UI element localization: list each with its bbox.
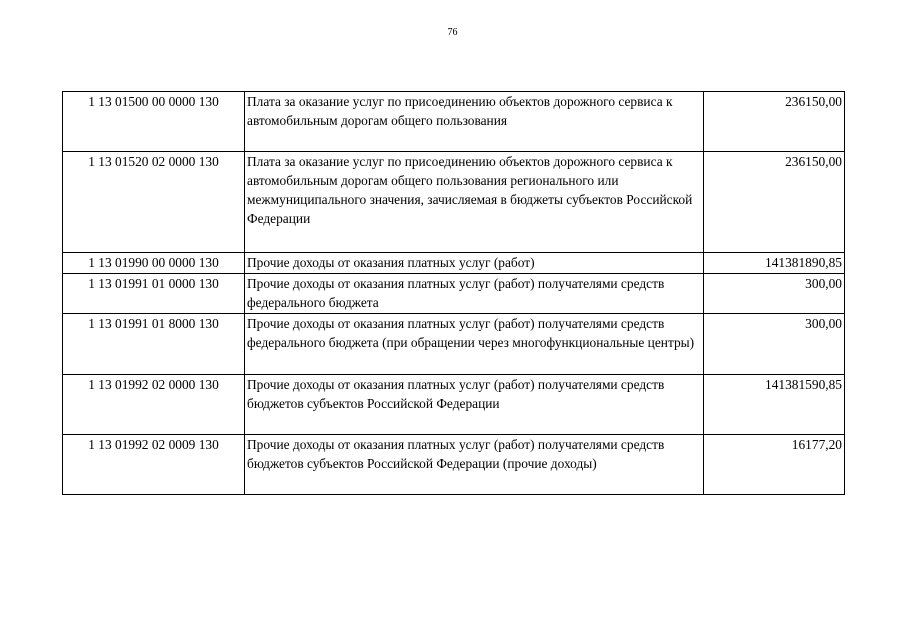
revenue-amount-cell: 300,00	[704, 314, 845, 375]
revenue-name-cell: Прочие доходы от оказания платных услуг (работ)	[245, 253, 704, 274]
budget-revenue-table	[62, 91, 845, 495]
revenue-name-cell: Плата за оказание услуг по присоединению объектов дорожного сервиса к автомобильным дорогам общего пользования регионального или межмуниципального значения, зачисляемая в бюджеты субъектов Российской Федерации	[245, 152, 704, 253]
table-row	[63, 253, 845, 274]
revenue-code-cell: 1 13 01991 01 0000 130	[63, 274, 245, 314]
table-row	[63, 435, 845, 495]
revenue-amount-cell: 141381590,85	[704, 375, 845, 435]
revenue-name-cell: Прочие доходы от оказания платных услуг (работ) получателями средств федерального бюджета	[245, 274, 704, 314]
revenue-code-cell: 1 13 01992 02 0000 130	[63, 375, 245, 435]
revenue-code-cell: 1 13 01500 00 0000 130	[63, 92, 245, 152]
revenue-amount-cell: 16177,20	[704, 435, 845, 495]
revenue-amount-cell: 236150,00	[704, 92, 845, 152]
revenue-code-cell: 1 13 01520 02 0000 130	[63, 152, 245, 253]
table-row	[63, 152, 845, 253]
revenue-amount-cell: 236150,00	[704, 152, 845, 253]
revenue-amount-cell: 141381890,85	[704, 253, 845, 274]
revenue-name-cell: Плата за оказание услуг по присоединению объектов дорожного сервиса к автомобильным дорогам общего пользования	[245, 92, 704, 152]
revenue-name-cell: Прочие доходы от оказания платных услуг (работ) получателями средств бюджетов субъектов Российской Федерации	[245, 375, 704, 435]
table-row	[63, 274, 845, 314]
table-row	[63, 375, 845, 435]
page-number: 76	[447, 27, 458, 38]
revenue-name-cell: Прочие доходы от оказания платных услуг (работ) получателями средств федерального бюджета (при обращении через многофункциональные центры)	[245, 314, 704, 375]
revenue-name-cell: Прочие доходы от оказания платных услуг (работ) получателями средств бюджетов субъектов Российской Федерации (прочие доходы)	[245, 435, 704, 495]
revenue-code-cell: 1 13 01992 02 0009 130	[63, 435, 245, 495]
table-row	[63, 92, 845, 152]
table-row	[63, 314, 845, 375]
revenue-code-cell: 1 13 01991 01 8000 130	[63, 314, 245, 375]
revenue-amount-cell: 300,00	[704, 274, 845, 314]
revenue-code-cell: 1 13 01990 00 0000 130	[63, 253, 245, 274]
